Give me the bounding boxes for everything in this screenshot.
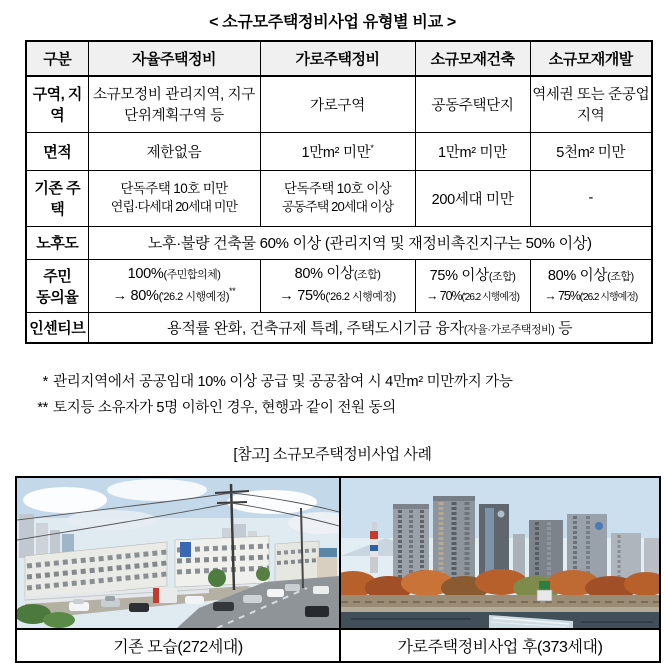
row-label-aging: 노후도 (26, 226, 88, 259)
row-label-area: 면적 (26, 132, 88, 170)
col-header-garo: 가로주택정비 (260, 41, 415, 76)
row-area (26, 132, 652, 170)
reference-heading: [참고] 소규모주택정비사업 사례 (233, 445, 432, 463)
row-existing-housing (26, 170, 652, 226)
after-photo-cell (340, 477, 660, 629)
before-photo-cell (16, 477, 340, 629)
cell-area-garo: 1만m² 미만* (260, 132, 415, 170)
footnote-2 (26, 400, 665, 417)
col-header-rebuild: 소규모재건축 (415, 41, 530, 76)
table-header-row (26, 41, 652, 76)
row-aging (26, 226, 652, 259)
col-header-redevelop: 소규모재개발 (530, 41, 652, 76)
row-incentive (26, 312, 652, 343)
after-photo-caption: 가로주택정비사업 후(373세대) (340, 629, 660, 662)
cell-consent-garo: 80% 이상(조합) → 75%('26.2 시행예정) (260, 259, 415, 312)
footnote-mark-doublestar: ** (229, 286, 236, 297)
footnote-2-mark: ** (37, 400, 48, 417)
before-photo (17, 478, 339, 628)
example-photos-table (15, 476, 661, 663)
page-title: < 소규모주택정비사업 유형별 비교 > (209, 14, 456, 31)
footnote-1-text: 관리지역에서 공공임대 10% 이상 공급 및 공공참여 시 4만m² 미만까지 가능 (53, 374, 513, 390)
footnote-mark-star: * (370, 142, 374, 153)
cell-area-rebuild: 1만m² 미만 (415, 132, 530, 170)
row-label-incentive: 인센티브 (26, 312, 88, 343)
row-consent (26, 259, 652, 312)
cell-existing-jayul: 단독주택 10호 미만 연립·다세대 20세대 미만 (88, 170, 260, 226)
row-label-existing: 기존 주택 (26, 170, 88, 226)
cell-existing-garo: 단독주택 10호 이상 공동주택 20세대 이상 (260, 170, 415, 226)
cell-zone-redevelop: 역세권 또는 준공업지역 (530, 76, 652, 132)
cell-existing-redevelop: - (530, 170, 652, 226)
row-zone (26, 76, 652, 132)
col-header-category: 구분 (26, 41, 88, 76)
footnote-2-text: 토지등 소유자가 5명 이하인 경우, 현행과 같이 전원 동의 (53, 400, 396, 417)
cell-zone-jayul: 소규모정비 관리지역, 지구단위계획구역 등 (88, 76, 260, 132)
before-photo-caption: 기존 모습(272세대) (16, 629, 340, 662)
footnote-1 (26, 374, 665, 391)
cell-existing-rebuild: 200세대 미만 (415, 170, 530, 226)
footnote-1-mark: * (42, 374, 48, 390)
footnotes (26, 374, 665, 418)
row-label-zone: 구역, 지역 (26, 76, 88, 132)
cell-zone-garo: 가로구역 (260, 76, 415, 132)
cell-area-jayul: 제한없음 (88, 132, 260, 170)
cell-zone-rebuild: 공동주택단지 (415, 76, 530, 132)
cell-consent-redevelop: 80% 이상(조합) → 75%('26.2 시행예정) (530, 259, 652, 312)
after-photo (341, 478, 659, 628)
cell-consent-rebuild: 75% 이상(조합) → 70%('26.2 시행예정) (415, 259, 530, 312)
row-label-consent: 주민 동의율 (26, 259, 88, 312)
comparison-table (25, 40, 653, 344)
cell-area-redevelop: 5천m² 미만 (530, 132, 652, 170)
col-header-jayul: 자율주택정비 (88, 41, 260, 76)
cell-incentive-span: 용적률 완화, 건축규제 특례, 주택도시기금 융자(자율·가로주택정비) 등 (88, 312, 652, 343)
cell-aging-span: 노후·불량 건축물 60% 이상 (관리지역 및 재정비촉진지구는 50% 이상) (88, 226, 652, 259)
cell-consent-jayul: 100%(주민합의체) → 80%('26.2 시행예정)** (88, 259, 260, 312)
